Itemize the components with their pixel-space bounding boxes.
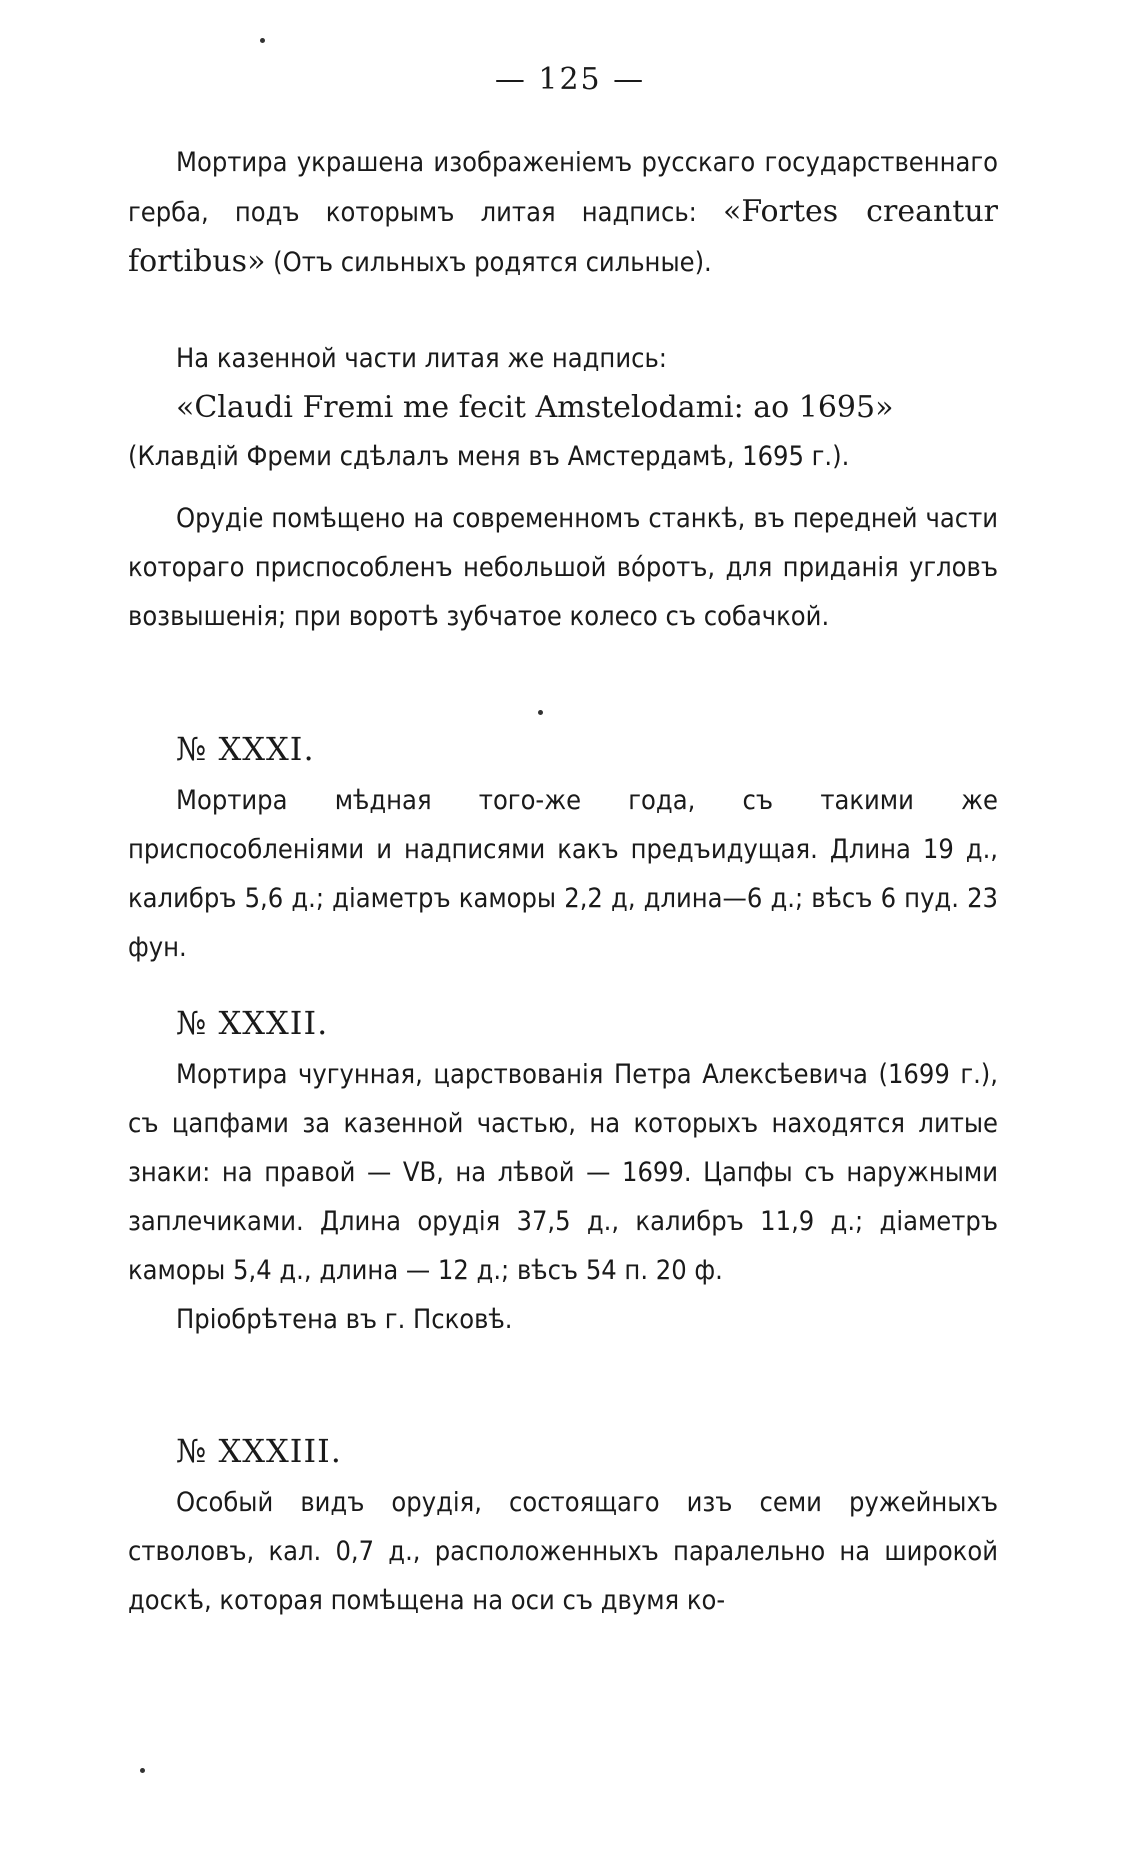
paragraph-1-translation: (Отъ сильныхъ родятся сильные). xyxy=(265,247,712,278)
paragraph-mortar-decoration xyxy=(128,138,998,287)
section-32-text: Мортира чугунная, царствованія Петра Алексѣевича (1699 г.), съ цапфами за казенной частью, на которыхъ находятся литые знаки: на правой — VВ, на лѣвой — 1699. Цапфы съ наружными заплечиками. Длина орудія 37,5 д., калибръ 11,9 д.; діаметръ каморы 5,4 д., длина — 12 д.; вѣсъ 54 п. 20 ф. xyxy=(128,1059,998,1286)
paragraph-2-text: На казенной части литая же надпись: xyxy=(176,343,667,374)
inscription-translation: (Клавдій Фреми сдѣлалъ меня въ Амстердамѣ, 1695 г.). xyxy=(128,441,850,472)
paragraph-1-text: Мортира украшена изображеніемъ русскаго государственнаго герба, подъ которымъ литая надпись: xyxy=(128,147,998,228)
print-speck xyxy=(260,38,265,43)
print-speck xyxy=(140,1768,145,1773)
section-32-note: Пріобрѣтена въ г. Псковѣ. xyxy=(176,1304,513,1335)
print-speck xyxy=(538,710,543,715)
latin-motto: «Fortes creantur fortibus» xyxy=(128,194,998,279)
paragraph-3-text: Орудіе помѣщено на современномъ станкѣ, въ передней части котораго приспособленъ небольшой вóротъ, для приданія угловъ возвышенія; при воротѣ зубчатое колесо съ собачкой. xyxy=(128,503,998,632)
paragraph-breech-inscription xyxy=(128,334,998,481)
section-31-body xyxy=(128,776,998,972)
page-number: — 125 — xyxy=(494,62,646,97)
section-heading-33: № XXXIII. xyxy=(176,1432,342,1470)
section-31-text: Мортира мѣдная того-же года, съ такими же приспособленіями и надписями какъ предъидущая. Длина 19 д., калибръ 5,6 д.; діаметръ каморы 2,2 д, длина—6 д.; вѣсъ 6 пуд. 23 фун. xyxy=(128,785,998,963)
section-heading-31: № XXXI. xyxy=(176,730,315,768)
paragraph-carriage xyxy=(128,494,998,641)
section-32-body xyxy=(128,1050,998,1344)
section-heading-32: № XXXII. xyxy=(176,1004,329,1042)
section-33-text: Особый видъ орудія, состоящаго изъ семи ружейныхъ стволовъ, кал. 0,7 д., расположенныхъ паралельно на широкой доскѣ, которая помѣщена на оси съ двумя ко- xyxy=(128,1487,998,1616)
latin-inscription: «Claudi Fremi me fecit Amstelodami: ао 1695» xyxy=(176,390,894,425)
section-33-body xyxy=(128,1478,998,1625)
